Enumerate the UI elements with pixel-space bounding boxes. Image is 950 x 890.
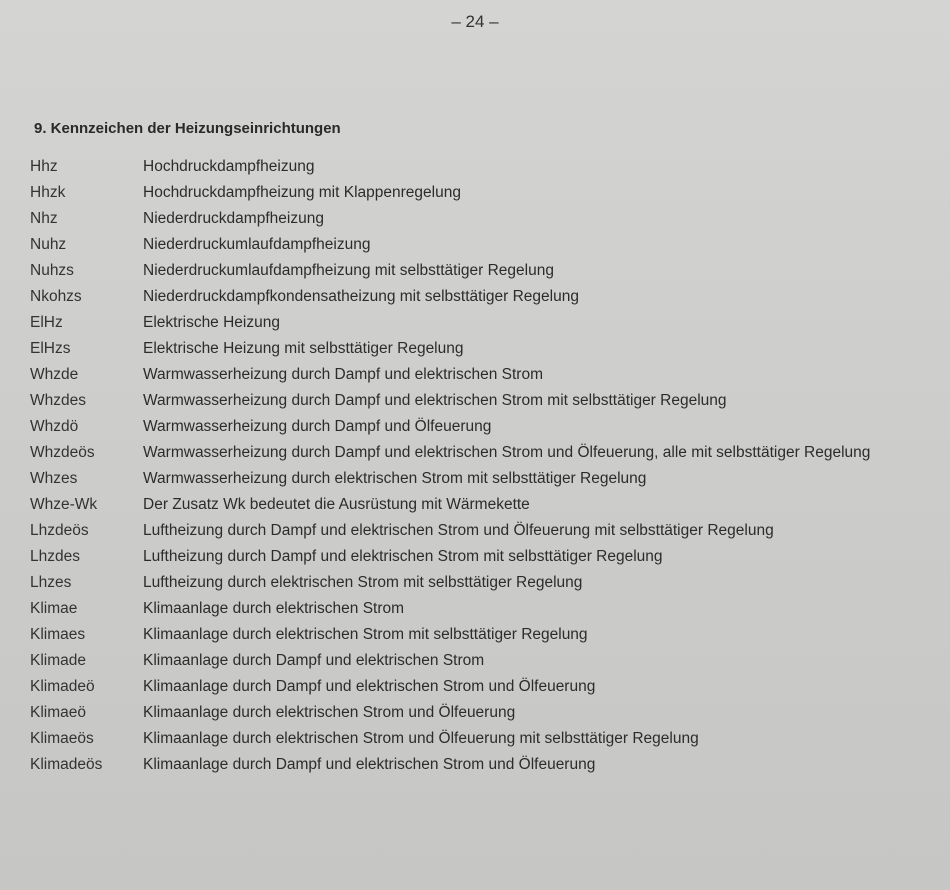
- entry-description: Niederdruckumlaufdampfheizung mit selbsttätiger Regelung: [143, 262, 554, 279]
- entry-code: Hhz: [30, 158, 58, 175]
- entry-description: Niederdruckumlaufdampfheizung: [143, 236, 371, 253]
- entry-code: Nhz: [30, 210, 58, 227]
- list-item: [30, 622, 930, 648]
- entry-code: Klimadeö: [30, 678, 95, 695]
- entry-description: Klimaanlage durch elektrischen Strom und Ölfeuerung mit selbsttätiger Regelung: [143, 730, 699, 747]
- entry-description: Niederdruckdampfkondensatheizung mit selbsttätiger Regelung: [143, 288, 579, 305]
- section-heading: 9. Kennzeichen der Heizungseinrichtungen: [34, 120, 341, 137]
- list-item: [30, 180, 930, 206]
- entry-description: Luftheizung durch elektrischen Strom mit selbsttätiger Regelung: [143, 574, 583, 591]
- entry-description: Warmwasserheizung durch Dampf und elektrischen Strom mit selbsttätiger Regelung: [143, 392, 727, 409]
- entry-code: Lhzdeös: [30, 522, 89, 539]
- entry-code: Klimaes: [30, 626, 86, 643]
- entry-code: Klimade: [30, 652, 86, 669]
- entry-code: Whzdes: [30, 392, 86, 409]
- list-item: [30, 440, 930, 466]
- list-item: [30, 336, 930, 362]
- entry-description: Klimaanlage durch elektrischen Strom: [143, 600, 405, 617]
- list-item: [30, 674, 930, 700]
- list-item: [30, 752, 930, 778]
- list-item: [30, 492, 930, 518]
- list-item: [30, 362, 930, 388]
- entry-code: Hhzk: [30, 184, 66, 201]
- entry-code: Nuhz: [30, 236, 67, 253]
- entry-code: Nuhzs: [30, 262, 74, 279]
- list-item: [30, 648, 930, 674]
- entry-code: Whzdeös: [30, 444, 95, 461]
- entry-description: Hochdruckdampfheizung mit Klappenregelung: [143, 184, 461, 201]
- list-item: [30, 570, 930, 596]
- entry-description: Elektrische Heizung: [143, 314, 280, 331]
- code-list: [30, 154, 930, 778]
- entry-code: Lhzdes: [30, 548, 80, 565]
- list-item: [30, 284, 930, 310]
- entry-description: Elektrische Heizung mit selbsttätiger Regelung: [143, 340, 464, 357]
- entry-description: Luftheizung durch Dampf und elektrischen Strom und Ölfeuerung mit selbsttätiger Regelung: [143, 522, 774, 539]
- list-item: [30, 414, 930, 440]
- entry-code: Nkohzs: [30, 288, 82, 305]
- entry-description: Warmwasserheizung durch elektrischen Strom mit selbsttätiger Regelung: [143, 470, 647, 487]
- entry-code: Klimadeös: [30, 756, 103, 773]
- list-item: [30, 596, 930, 622]
- entry-description: Warmwasserheizung durch Dampf und Ölfeuerung: [143, 418, 492, 435]
- list-item: [30, 310, 930, 336]
- entry-description: Klimaanlage durch elektrischen Strom mit selbsttätiger Regelung: [143, 626, 588, 643]
- entry-code: Whzde: [30, 366, 79, 383]
- list-item: [30, 232, 930, 258]
- entry-description: Klimaanlage durch Dampf und elektrischen Strom und Ölfeuerung: [143, 756, 596, 773]
- entry-code: Klimaeö: [30, 704, 86, 721]
- list-item: [30, 154, 930, 180]
- entry-description: Der Zusatz Wk bedeutet die Ausrüstung mit Wärmekette: [143, 496, 530, 513]
- entry-description: Warmwasserheizung durch Dampf und elektrischen Strom: [143, 366, 544, 383]
- entry-description: Niederdruckdampfheizung: [143, 210, 324, 227]
- entry-description: Klimaanlage durch Dampf und elektrischen Strom: [143, 652, 485, 669]
- entry-code: Whze-Wk: [30, 496, 98, 513]
- entry-code: Whzdö: [30, 418, 79, 435]
- entry-code: ElHz: [30, 314, 63, 331]
- entry-description: Klimaanlage durch elektrischen Strom und Ölfeuerung: [143, 704, 516, 721]
- entry-code: Lhzes: [30, 574, 72, 591]
- entry-description: Luftheizung durch Dampf und elektrischen Strom mit selbsttätiger Regelung: [143, 548, 663, 565]
- list-item: [30, 206, 930, 232]
- list-item: [30, 544, 930, 570]
- entry-description: Warmwasserheizung durch Dampf und elektrischen Strom und Ölfeuerung, alle mit selbsttätiger Regelung: [143, 444, 871, 461]
- list-item: [30, 700, 930, 726]
- entry-code: Klimaeös: [30, 730, 94, 747]
- list-item: [30, 388, 930, 414]
- entry-code: Whzes: [30, 470, 78, 487]
- entry-code: Klimae: [30, 600, 78, 617]
- entry-description: Hochdruckdampfheizung: [143, 158, 315, 175]
- list-item: [30, 258, 930, 284]
- list-item: [30, 518, 930, 544]
- entry-code: ElHzs: [30, 340, 71, 357]
- entry-description: Klimaanlage durch Dampf und elektrischen Strom und Ölfeuerung: [143, 678, 596, 695]
- list-item: [30, 466, 930, 492]
- page-number: – 24 –: [451, 12, 499, 31]
- list-item: [30, 726, 930, 752]
